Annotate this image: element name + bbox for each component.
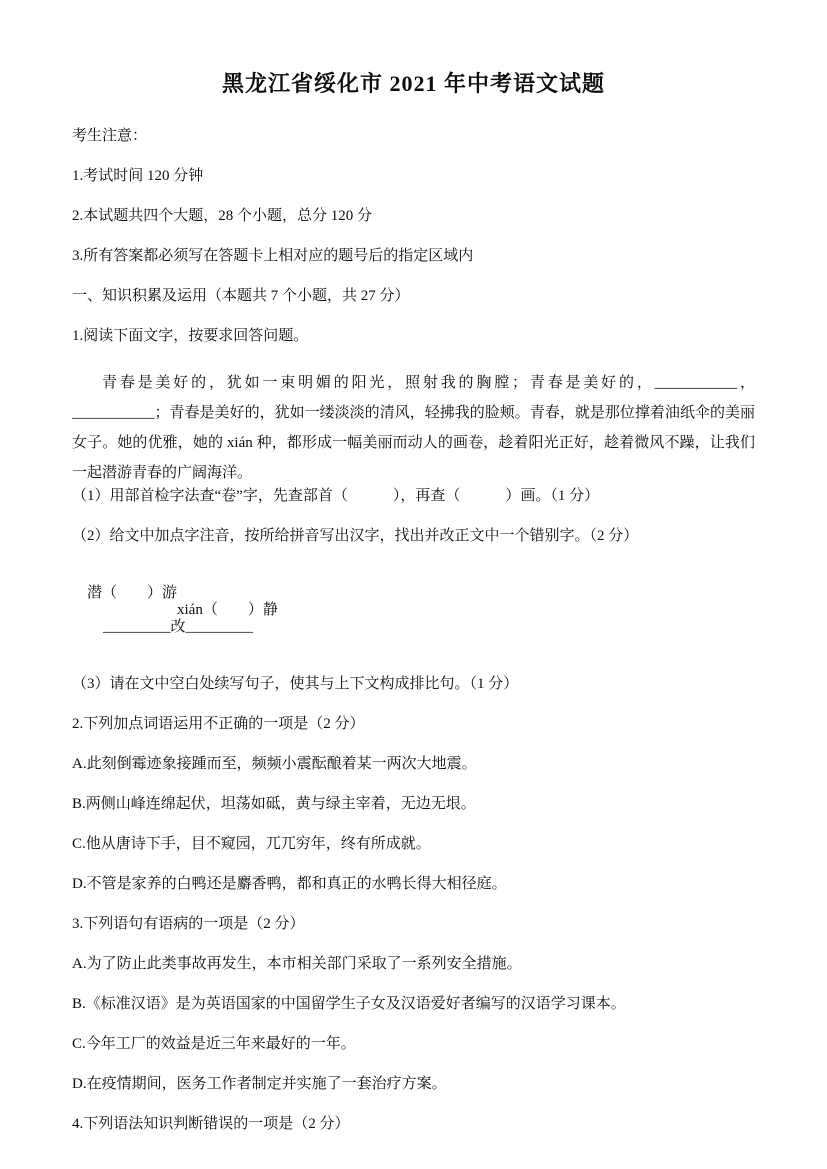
section-1-heading: 一、知识积累及运用（本题共 7 个小题，共 27 分）	[72, 288, 410, 304]
question-2-option-d: D.不管是家养的白鸭还是麝香鸭，都和真正的水鸭长得大相径庭。	[72, 876, 507, 892]
notice-heading: 考生注意：	[72, 128, 148, 144]
question-2-option-a: A.此刻倒霉迹象接踵而至，频频小震酝酿着某一两次大地震。	[72, 756, 477, 772]
question-1-sub-2: （2）给文中加点字注音，按所给拼音写出汉字，找出并改正文中一个错别字。（2 分）	[72, 528, 639, 544]
question-3-option-d: D.在疫情期间，医务工作者制定并实施了一套治疗方案。	[72, 1076, 447, 1092]
question-4-stem: 4.下列语法知识判断错误的一项是（2 分）	[72, 1116, 350, 1132]
blank-correction-line: _________改_________	[103, 619, 254, 635]
question-3-option-c: C.今年工厂的效益是近三年来最好的一年。	[72, 1036, 356, 1052]
question-1-sub-3: （3）请在文中空白处续写句子，使其与上下文构成排比句。（1 分）	[72, 676, 519, 692]
notice-item-1: 1.考试时间 120 分钟	[72, 168, 204, 184]
question-2-option-c: C.他从唐诗下手，目不窥园，兀兀穷年，终有所成就。	[72, 836, 431, 852]
notice-item-2: 2.本试题共四个大题，28 个小题，总分 120 分	[72, 208, 373, 224]
reading-passage: 青春是美好的，犹如一束明媚的阳光，照射我的胸膛；青春是美好的，___________，___________；青春是美好的，犹如一缕淡淡的清风，轻拂我的脸颊。青春，就是那位撑着油纸伞的美丽女子。她的优雅，她的 xián 种，都形成一幅美丽而动人的画卷，趁着阳光正好，趁着微风不躁，让我们一起潜游青春的广阔海洋。	[72, 375, 755, 481]
question-2-option-b: B.两侧山峰连绵起伏，坦荡如砥，黄与绿主宰着，无边无垠。	[72, 796, 476, 812]
question-2-stem: 2.下列加点词语运用不正确的一项是（2 分）	[72, 716, 365, 732]
question-3-stem: 3.下列语句有语病的一项是（2 分）	[72, 916, 305, 932]
blank-xian-jing: xián（ ）静	[177, 602, 278, 618]
pinyin-blank-line	[72, 568, 755, 653]
notice-item-3: 3.所有答案都必须写在答题卡上相对应的题号后的指定区域内	[72, 248, 474, 264]
question-3-option-a: A.为了防止此类事故再发生，本市相关部门采取了一系列安全措施。	[72, 956, 522, 972]
question-1-stem: 1.阅读下面文字，按要求回答问题。	[72, 328, 309, 344]
question-1-sub-1: （1）用部首检字法查“卷”字，先查部首（ ），再查（ ）画。（1 分）	[72, 488, 600, 504]
page-title: 黑龙江省绥化市 2021 年中考语文试题	[221, 71, 605, 96]
blank-qian-you: 潜（ ）游	[87, 585, 178, 601]
question-3-option-b: B.《标准汉语》是为英语国家的中国留学生子女及汉语爱好者编写的汉语学习课本。	[72, 996, 626, 1012]
